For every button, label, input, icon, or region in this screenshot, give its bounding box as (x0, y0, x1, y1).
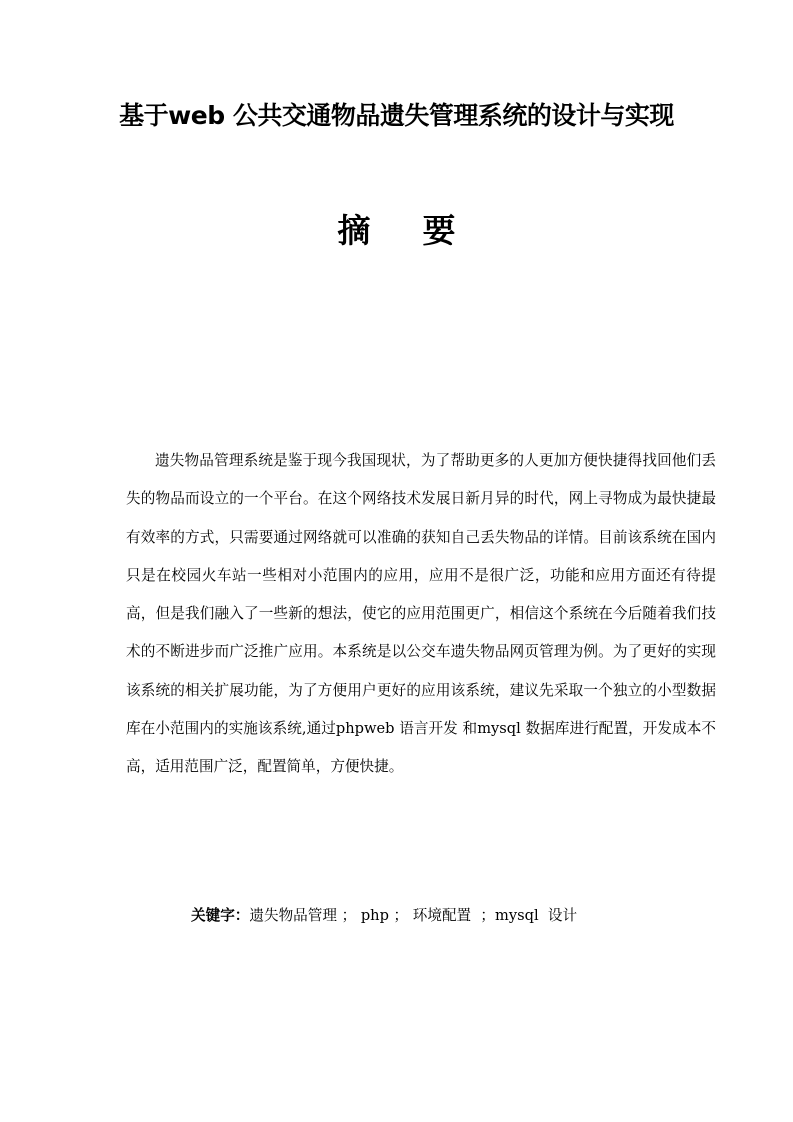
document-title: 基于web 公共交通物品遗失管理系统的设计与实现 (119, 101, 674, 130)
keywords-line (191, 902, 577, 930)
abstract-heading: 摘要 (337, 211, 508, 250)
keywords-text: 遗失物品管理 ； php ； 环境配置 ；mysql 设计 (249, 907, 578, 924)
keywords-label: 关键字： (191, 907, 250, 924)
abstract-body: 遗失物品管理系统是鉴于现今我国现状，为了帮助更多的人更加方便快捷得找回他们丢失的物品而设立的一个平台。在这个网络技术发展日新月异的时代，网上寻物成为最快捷最有效率的方式，只需要通过网络就可以准确的获知自己丢失物品的详情。目前该系统在国内只是在校园火车站一些相对小范围内的应用，应用不是很广泛，功能和应用方面还有待提高，但是我们融入了一些新的想法，使它的应用范围更广，相信这个系统在今后随着我们技术的不断进步而广泛推广应用。本系统是以公交车遗失物品网页管理为例。为了更好的实现该系统的相关扩展功能，为了方便用户更好的应用该系统，建议先采取一个独立的小型数据库在小范围内的实施该系统,通过phpweb 语言开发 和mysql 数据库进行配置，开发成本不高，适用范围广泛，配置简单，方便快捷。 (126, 452, 716, 776)
